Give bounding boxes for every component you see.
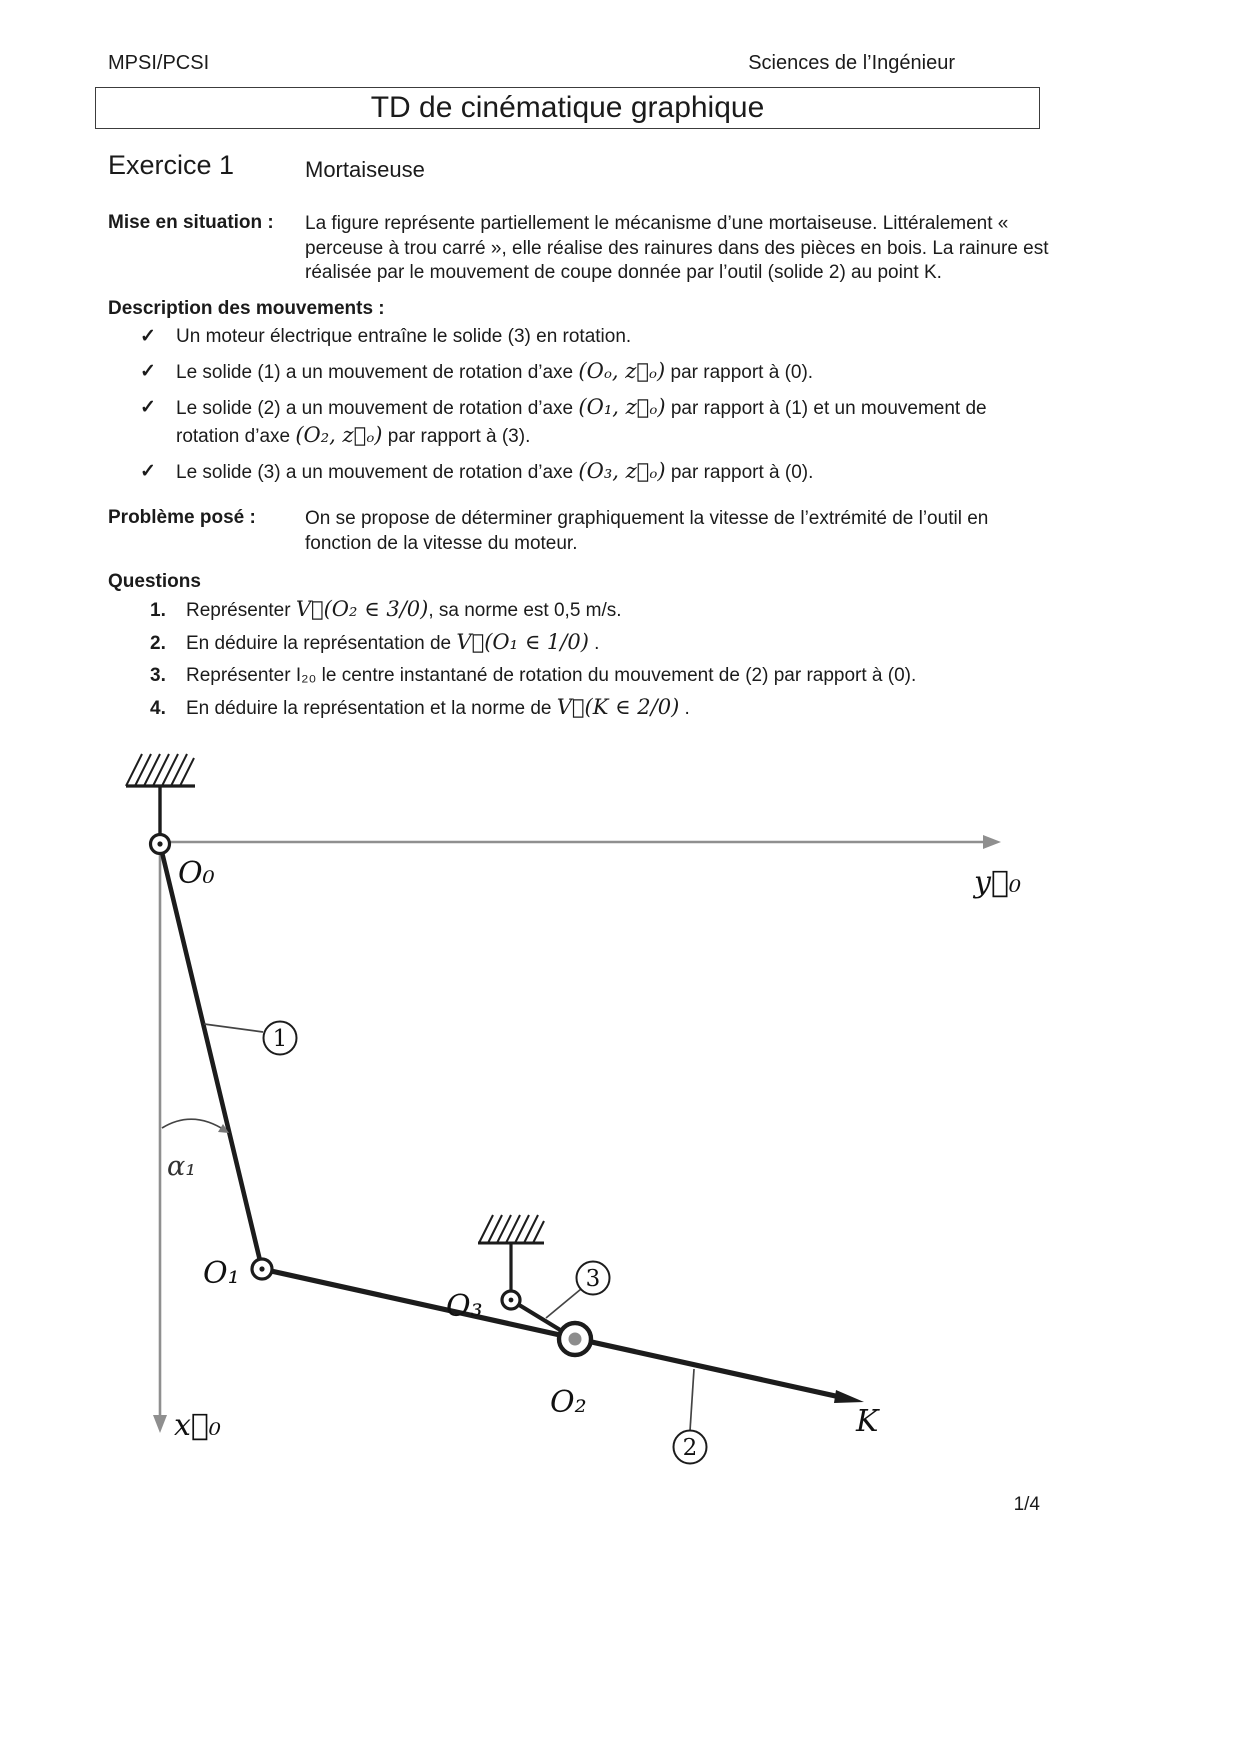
text-run: Le solide (1) a un mouvement de rotation d’axe [176,362,579,383]
point-o3-label: O₃ [446,1289,483,1324]
y-axis [170,835,1001,849]
callout-link-3 [546,1262,610,1319]
questions-list [150,597,1035,728]
point-o1-label: O₁ [203,1256,240,1291]
text-run: par rapport à (0). [665,462,814,483]
ground-support-o3 [478,1215,544,1291]
page-number: 1/4 [1013,1494,1040,1515]
text-run: En déduire la représentation et la norme de [186,698,557,719]
text-run: Représenter [186,600,296,621]
text-run: par rapport à (3). [382,426,531,447]
exercise-label: Exercice 1 [108,150,235,180]
situation-label: Mise en situation : [108,212,274,233]
math-run: V⃗(O₂ ∈ 3/0) [295,597,429,621]
math-run: (O₁, z⃗ₒ) [578,395,666,419]
x-axis-label: x⃗₀ [174,1408,221,1443]
question-number: 2. [150,633,166,654]
ground-support-o0 [126,754,195,835]
check-icon: ✓ [140,326,156,347]
movement-item [140,323,1045,350]
math-run: V⃗(O₁ ∈ 1/0) [456,630,589,654]
title-box [95,87,1040,129]
page-title: TD de cinématique graphique [370,91,765,124]
math-run: V⃗(K ∈ 2/0) [556,695,680,719]
header-right: Sciences de l’Ingénieur [748,52,955,74]
link-1-number: 1 [272,1026,288,1052]
point-o0-label: O₀ [178,856,215,891]
text-run: Le solide (2) a un mouvement de rotation d’axe [176,398,579,419]
questions-label: Questions [108,571,201,592]
y-axis-label: y⃗₀ [974,865,1021,900]
text-run: . [679,698,690,719]
pivot-o3 [502,1291,520,1309]
callout-link-2 [674,1369,707,1464]
check-icon: ✓ [140,361,156,382]
pivot-o0 [151,835,170,854]
movement-item [140,394,1045,450]
movement-item [140,358,1045,386]
text-run: Représenter I₂₀ le centre instantané de rotation du mouvement de (2) par rapport à (0). [186,665,917,686]
text-run: . [588,633,600,654]
question-item [150,630,1035,656]
pivot-o1 [252,1259,272,1279]
text-run: En déduire la représentation de [186,633,457,654]
question-number: 1. [150,600,166,621]
point-k-label: K [856,1404,879,1439]
x-axis [153,853,167,1433]
check-icon: ✓ [140,461,156,482]
question-text [186,597,622,621]
question-item [150,695,1035,721]
point-o2-label: O₂ [550,1385,587,1420]
tool-tip [834,1390,864,1403]
x-axis-arrow-icon [153,1415,167,1433]
text-run: Le solide (3) a un mouvement de rotation d’axe [176,462,579,483]
text-run: , sa norme est 0,5 m/s. [428,600,622,621]
question-text [186,695,690,719]
text-run: Un moteur électrique entraîne le solide (3) en rotation. [176,326,632,347]
movement-item [140,458,1045,486]
link-1-bar [160,844,262,1269]
text-run: par rapport à (0). [665,362,814,383]
movements-label: Description des mouvements : [108,298,385,319]
alpha-angle-arrow [162,1119,229,1133]
exercise-name: Mortaiseuse [305,157,425,182]
math-run: (O₃, z⃗ₒ) [578,459,666,483]
check-icon: ✓ [140,397,156,418]
link-3-number: 3 [585,1266,601,1292]
problem-text: On se propose de déterminer graphiquement la vitesse de l’extrémité de l’outil en fonction de la vitesse du moteur. [305,508,989,554]
y-axis-arrow-icon [983,835,1001,849]
joint-o2 [559,1323,591,1355]
question-number: 3. [150,665,166,686]
header-left: MPSI/PCSI [108,52,210,74]
math-run: (O₂, z⃗ₒ) [295,423,383,447]
situation-text: La figure représente partiellement le mécanisme d’une mortaiseuse. Littéralement « perceuse à trou carré », elle réalise des rainures dans des pièces en bois. La rainure est réalisée par le mouvement de coupe donnée par l’outil (solide 2) au point K. [305,213,1049,283]
math-run: (Oₒ, z⃗ₒ) [578,359,666,383]
movements-list [140,323,1045,494]
callout-link-1 [204,1022,297,1055]
question-item [150,663,1035,688]
question-text [186,630,600,654]
question-item [150,597,1035,623]
movement-text [176,395,987,447]
question-number: 4. [150,698,166,719]
movement-text [176,459,814,483]
movement-text [176,326,631,347]
text-run: par rapport à (1) et un mouvement de rotation d’axe [176,398,987,447]
link-2-number: 2 [682,1435,698,1461]
problem-label: Problème posé : [108,507,256,528]
movement-text [176,359,814,383]
mechanism-figure [90,735,1050,1510]
alpha-label: α₁ [167,1151,197,1182]
question-text [186,665,916,686]
